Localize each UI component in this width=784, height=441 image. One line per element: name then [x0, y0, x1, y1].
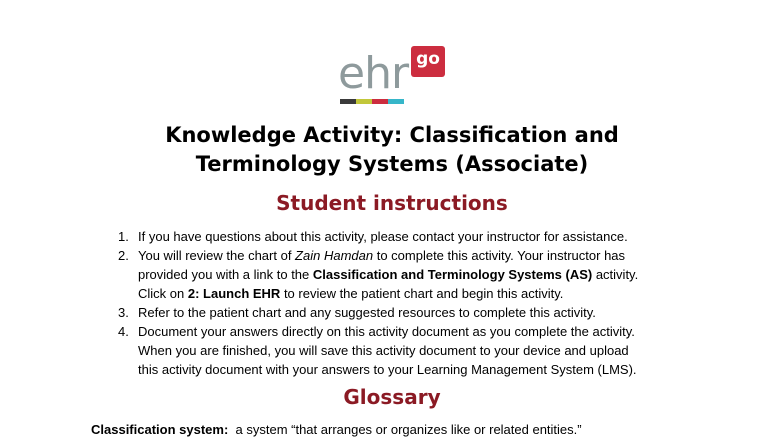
logo-badge: go	[411, 46, 445, 77]
ehr-go-logo	[338, 44, 448, 106]
instruction-text: Click on	[138, 286, 188, 301]
instruction-text: to complete this activity. Your instructor has	[373, 248, 626, 263]
activity-name: Classification and Terminology Systems (AS)	[312, 267, 593, 282]
instruction-text: to review the patient chart and begin this activity.	[280, 286, 564, 301]
page-title-line-1: Knowledge Activity: Classification and	[165, 123, 619, 147]
instruction-text: activity.	[592, 267, 639, 282]
list-number: 1.	[118, 229, 129, 244]
list-number: 2.	[118, 248, 129, 263]
glossary-definition: a system “that arranges or organizes like or related entities.”	[228, 422, 582, 437]
logo-bar-segment	[372, 99, 388, 104]
instruction-line	[138, 265, 712, 284]
glossary-heading: Glossary	[343, 385, 441, 409]
instruction-text: provided you with a link to the	[138, 267, 313, 282]
instruction-item-2	[112, 246, 712, 303]
logo-wordmark: ehr	[338, 48, 409, 99]
patient-name: Zain Hamdan	[295, 248, 374, 263]
logo-color-bar	[340, 99, 404, 104]
instruction-item-3	[112, 303, 712, 322]
instruction-item-4	[112, 322, 712, 379]
launch-ehr-label: 2: Launch EHR	[187, 286, 281, 301]
instructions-list	[112, 227, 712, 379]
student-instructions-heading: Student instructions	[276, 191, 508, 215]
instruction-line	[138, 246, 712, 265]
instruction-text: You will review the chart of	[138, 248, 296, 263]
list-number: 4.	[118, 324, 129, 339]
page-title-line-2: Terminology Systems (Associate)	[195, 152, 589, 176]
instruction-text: Refer to the patient chart and any suggested resources to complete this activity.	[138, 305, 596, 320]
instruction-line: When you are finished, you will save this activity document to your device and upload	[138, 343, 629, 358]
list-number: 3.	[118, 305, 129, 320]
page-title	[0, 121, 784, 179]
instruction-line: this activity document with your answers to your Learning Management System (LMS).	[138, 362, 637, 377]
logo-bar-segment	[388, 99, 404, 104]
logo-bar-segment	[340, 99, 356, 104]
glossary-entry	[91, 420, 582, 439]
instruction-line	[138, 284, 712, 303]
instruction-item-1	[112, 227, 712, 246]
glossary-term: Classification system:	[91, 422, 229, 437]
instruction-line: Document your answers directly on this activity document as you complete the activity.	[138, 324, 635, 339]
instruction-text: If you have questions about this activity, please contact your instructor for assistance.	[138, 229, 628, 244]
logo-bar-segment	[356, 99, 372, 104]
